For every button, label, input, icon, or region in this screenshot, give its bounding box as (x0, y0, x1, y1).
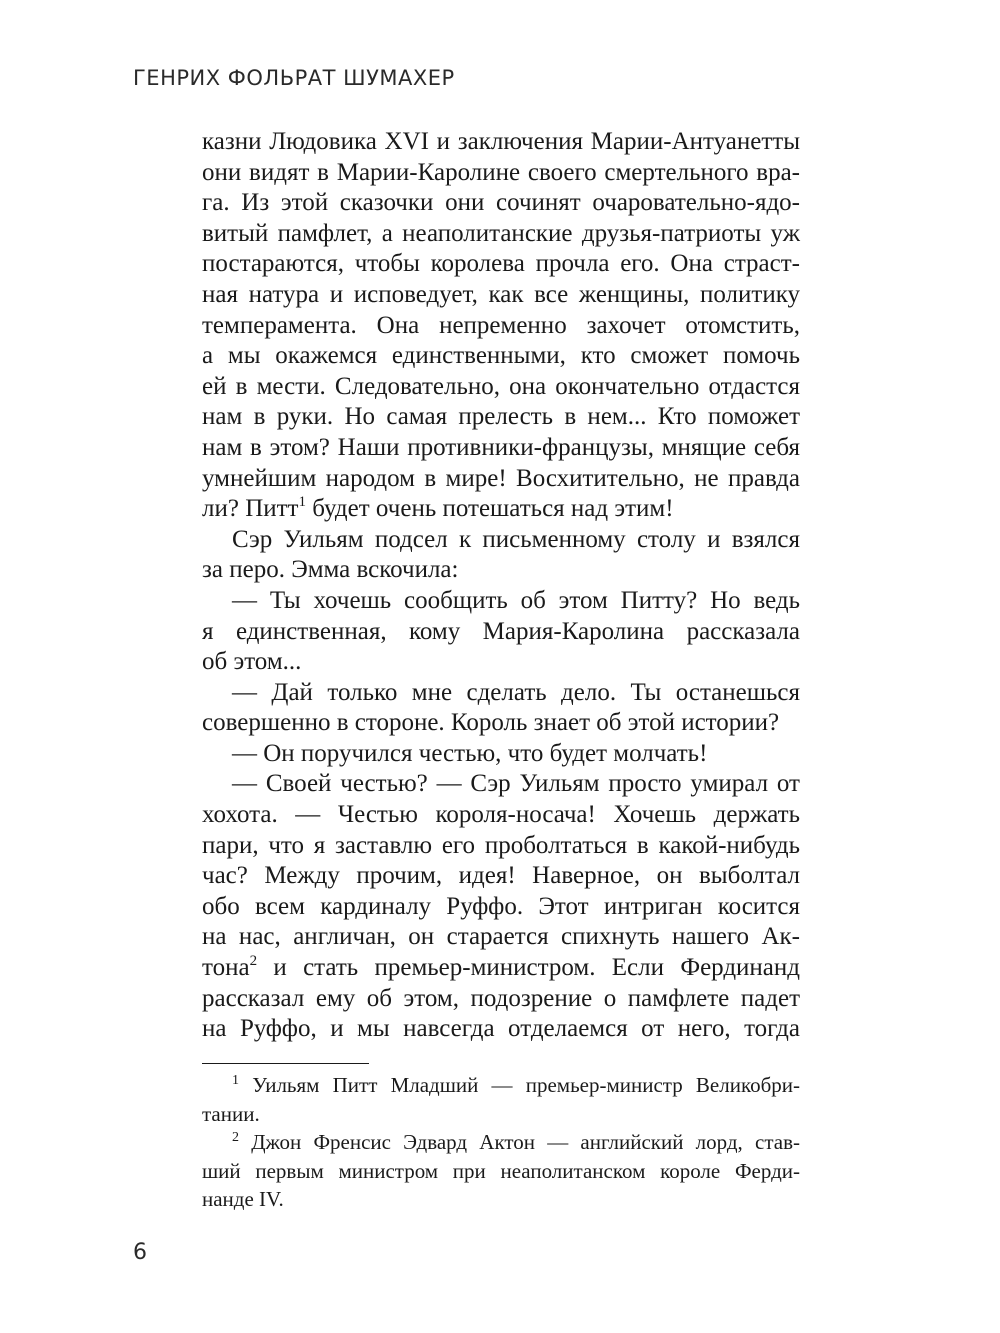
text-line: нам в руки. Но самая прелесть в нем... Кто поможет (202, 403, 800, 431)
text-line: га. Из этой сказочки они сочинят очаровательно-ядо- (202, 189, 800, 217)
text-fragment: будет очень потешаться над этим! (312, 495, 674, 523)
footnote-number: 2 (232, 1130, 239, 1145)
text-fragment: ли? Питт (202, 495, 299, 523)
footnote-ref-1[interactable]: 1 (298, 494, 306, 511)
footnote-text: Джон Френсис Эдвард Актон — английский лорд, став- (251, 1130, 800, 1154)
text-line: на нас, англичан, он старается спихнуть нашего Ак- (202, 923, 800, 951)
text-line: рассказал ему об этом, подозрение о памфлете падет (202, 984, 800, 1012)
text-line: совершенно в стороне. Король знает об этой истории? (202, 709, 780, 737)
text-line: казни Людовика XVI и заключения Марии-Антуанетты (202, 128, 800, 155)
text-line: витый памфлет, а неаполитанские друзья-патриоты уж (202, 219, 800, 247)
text-line: постараются, чтобы королева прочла его. Она страст- (202, 250, 800, 278)
text-line: час? Между прочим, идея! Наверное, он выболтал (202, 862, 800, 890)
text-line: — Своей честью? — Сэр Уильям просто умирал от (232, 770, 800, 798)
text-line: — Дай только мне сделать дело. Ты останешься (232, 678, 800, 706)
text-line: пари, что я заставлю его проболтаться в какой-нибудь (202, 831, 800, 859)
text-line: ная натура и исповедует, как все женщины, политику (202, 280, 800, 308)
text-fragment: тона (202, 954, 250, 982)
text-line: за перо. Эмма вскочила: (202, 556, 459, 584)
text-line: ей в мести. Следовательно, она окончательно отдастся (202, 372, 800, 400)
text-line: а мы окажемся единственными, кто сможет помочь (202, 342, 800, 370)
text-line: я единственная, кому Мария-Каролина рассказала (202, 617, 800, 645)
footnote-line: тании. (202, 1101, 260, 1126)
text-line: нам в этом? Наши противники-французы, мнящие себя (202, 433, 800, 461)
text-line: на Руффо, и мы навсегда отделаемся от него, тогда (202, 1015, 800, 1043)
footnote-line: нанде IV. (202, 1187, 284, 1211)
text-line: обо всем кардиналу Руффо. Этот интриган косится (202, 892, 800, 920)
text-line: умнейшим народом в мире! Восхитительно, не правда (202, 464, 800, 492)
running-head: ГЕНРИХ ФОЛЬРАТ ШУМАХЕР (133, 66, 455, 90)
text-line: они видят в Марии-Каролине своего смертельного вра- (202, 158, 800, 186)
page-number: 6 (133, 1240, 147, 1265)
footnote-divider (202, 1063, 369, 1064)
main-text (202, 127, 800, 1045)
text-line: темперамента. Она непременно захочет отомстить, (202, 311, 800, 339)
footnote-ref-2[interactable]: 2 (249, 953, 258, 970)
text-line: хохота. — Честью короля-носача! Хочешь держать (202, 801, 800, 829)
text-line (202, 953, 800, 984)
footnote-number: 1 (232, 1073, 239, 1088)
footnotes (202, 1071, 800, 1214)
text-line: об этом... (202, 648, 302, 676)
footnote-line (202, 1071, 800, 1100)
text-line: — Ты хочешь сообщить об этом Питту? Но ведь (232, 586, 800, 614)
text-line: — Он поручился честью, что будет молчать! (232, 739, 708, 767)
footnote-line: ший первым министром при неаполитанском короле Ферди- (202, 1158, 800, 1183)
footnote-line (202, 1128, 800, 1157)
text-line (202, 494, 800, 525)
footnote-text: Уильям Питт Младший — премьер-министр Великобри- (252, 1073, 800, 1097)
text-line: Сэр Уильям подсел к письменному столу и взялся (232, 525, 800, 553)
text-fragment: и стать премьер-министром. Если Фердинанд (273, 954, 801, 982)
